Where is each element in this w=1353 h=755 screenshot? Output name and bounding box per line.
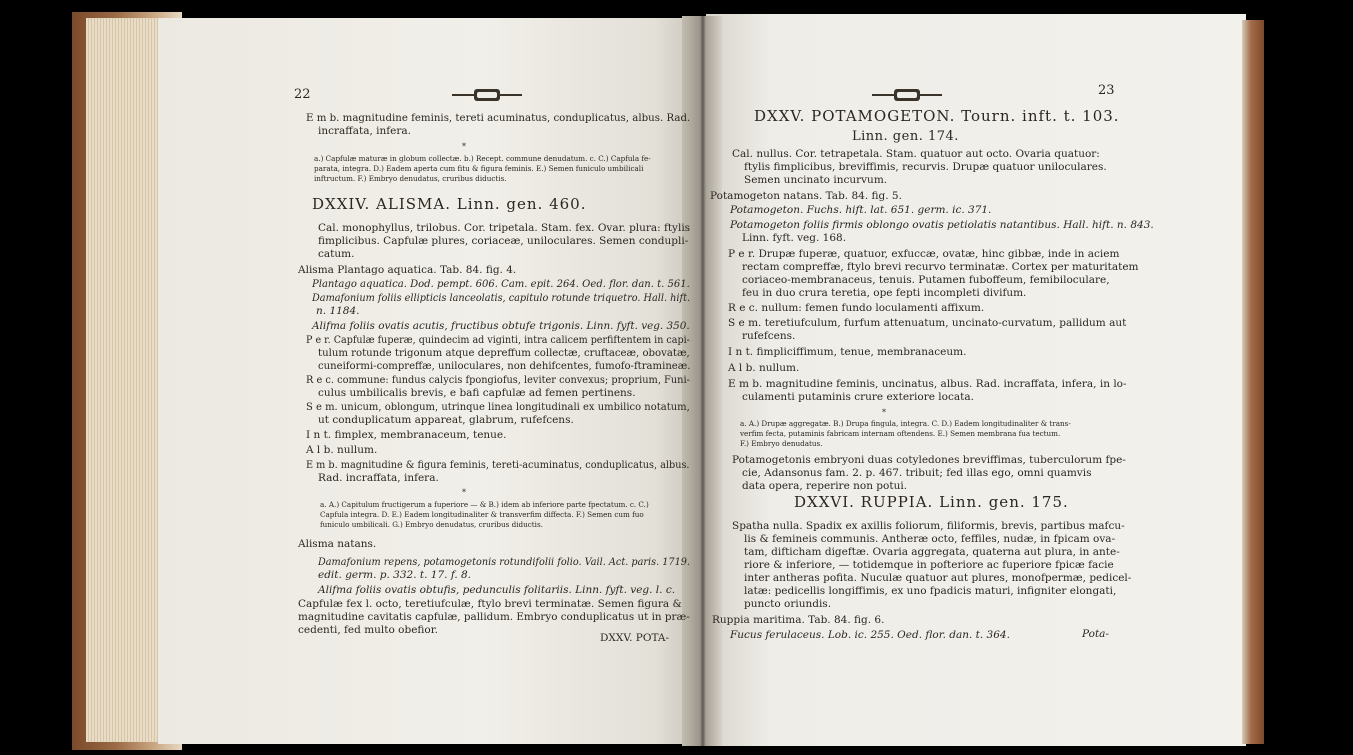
species-line: Ruppia maritima. Tab. 84. fig. 6. [712, 614, 885, 626]
text-line: Damafonium foliis ellipticis lanceolatis, capitulo rotunde triquetro. Hall. hift. [312, 292, 691, 304]
text-line: Cal. nullus. Cor. tetrapetala. Stam. quatuor aut octo. Ovaria quatuor: [732, 148, 1100, 160]
text-line: Damafonium repens, potamogetonis rotundifolii folio. Vail. Act. paris. 1719. [318, 556, 690, 568]
text-line: coriaceo-membranaceus, tenuis. Putamen fuboffeum, femibiloculare, [742, 274, 1110, 286]
section-heading: DXXV. POTAMOGETON. Tourn. inft. t. 103. [754, 107, 1120, 125]
text-line: I n t. fimpliciffimum, tenue, membranaceum. [728, 346, 967, 358]
caption-line: a.) Capfulæ maturæ in globum collectæ. b.) Recept. commune denudatum. c. C.) Capfula fe- [314, 154, 651, 163]
text-line: culus umbilicalis brevis, e bafi capfulæ ad femen pertinens. [318, 387, 636, 399]
text-line: E m b. magnitudine feminis, tereti acuminatus, conduplicatus, albus. Rad. [306, 112, 691, 124]
caption-line: verfim fecta, putaminis fabricam internam oftendens. E.) Semen membrana fua tectum. [740, 429, 1061, 438]
text-line: fimplicibus. Capfulæ plures, coriaceæ, uniloculares. Semen condupli- [318, 235, 689, 247]
asterisk: * [462, 488, 466, 497]
text-line: magnitudine cavitatis capfulæ, pallidum. Embryo conduplicatus ut in præ- [298, 611, 690, 623]
text-line: A l b. nullum. [728, 362, 800, 374]
text-line: R e c. nullum: femen fundo loculamenti affixum. [728, 302, 985, 314]
text-line: latæ: pedicellis longiffimis, ex uno fpadicis maturi, infigniter elongati, [744, 585, 1117, 597]
text-line: Potamogetonis embryoni duas cotyledones breviffimas, tuberculorum fpe- [732, 454, 1126, 466]
text-line: tam, difticham digeftæ. Ovaria aggregata, quaterna aut plura, in ante- [744, 546, 1120, 558]
text-line: data opera, reperire non potui. [742, 480, 908, 492]
text-line: E m b. magnitudine & figura feminis, tereti-acuminatus, conduplicatus, albus. [306, 459, 690, 471]
text-line: catum. [318, 248, 355, 260]
text-line: puncto oriundis. [744, 598, 832, 610]
caption-line: inftructum. F.) Embryo denudatus, cruribus diductis. [314, 174, 507, 183]
text-line: cuneiformi-compreffæ, uniloculares, non dehifcentes, fumofo-ftramineæ. [318, 360, 691, 372]
page-edges [86, 18, 164, 742]
text-line: A l b. nullum. [306, 444, 378, 456]
text-line: I n t. fimplex, membranaceum, tenue. [306, 429, 507, 441]
text-line: incraffata, infera. [318, 125, 411, 137]
text-line: E m b. magnitudine feminis, uncinatus, albus. Rad. incraffata, infera, in lo- [728, 378, 1127, 390]
text-line: Semen uncinato incurvum. [744, 174, 888, 186]
text-line: inter antheras pofita. Nuculæ quatuor aut plures, monofpermæ, pedicel- [744, 572, 1132, 584]
text-line: Fucus ferulaceus. Lob. ic. 255. Oed. flor. dan. t. 364. [730, 629, 1010, 641]
text-line: S e m. teretiufculum, furfum attenuatum, uncinato-curvatum, pallidum aut [728, 317, 1127, 329]
text-line: cedenti, fed multo obefior. [298, 624, 438, 636]
text-line: S e m. unicum, oblongum, utrinque linea longitudinali ex umbilico notatum, [306, 401, 690, 413]
text-line: lis & femineis communis. Antheræ octo, feffiles, nudæ, in fpicam ova- [744, 533, 1116, 545]
text-line: edit. germ. p. 332. t. 17. f. 8. [318, 569, 472, 581]
caption-line: funiculo umbilicali. G.) Embryo denudatus, cruribus diductis. [320, 520, 543, 529]
text-line: P e r. Drupæ fuperæ, quatuor, exfuccæ, ovatæ, hinc gibbæ, inde in aciem [728, 248, 1120, 260]
caption-line: a. A.) Drupæ aggregatæ. B.) Drupa fingula, integra. C. D.) Eadem longitudinaliter & trans- [740, 419, 1071, 428]
caption-line: Capfula integra. D. E.) Eadem longitudinaliter & transverfim diffecta. F.) Semen cum fuo [320, 510, 644, 519]
text-line: rectam compreffæ, ftylo brevi recurvo terminatæ. Cortex per maturitatem [742, 261, 1139, 273]
caption-line: F.) Embryo denudatus. [740, 439, 823, 448]
text-line: culamenti putaminis crure exteriore locata. [742, 391, 974, 403]
text-line: feu in duo crura teretia, ope fepti incompleti divifum. [742, 287, 1027, 299]
section-heading: DXXVI. RUPPIA. Linn. gen. 175. [794, 493, 1069, 511]
text-line: Linn. fyft. veg. 168. [742, 232, 847, 244]
text-line: cie, Adansonus fam. 2. p. 467. tribuit; fed illas ego, omni quamvis [742, 467, 1092, 479]
text-line: Capfulæ fex l. octo, teretiufculæ, ftylo brevi terminatæ. Semen figura & [298, 598, 682, 610]
caption-line: parata, integra. D.) Eadem aperta cum fitu & figura feminis. E.) Semen funiculo umbilicali [314, 164, 644, 173]
book-cover-right [1242, 20, 1264, 744]
text-line: rufefcens. [742, 330, 796, 342]
section-subheading: Linn. gen. 174. [852, 129, 959, 144]
text-line: Plantago aquatica. Dod. pempt. 606. Cam. epit. 264. Oed. flor. dan. t. 561. [312, 278, 690, 290]
page-number: 22 [294, 87, 311, 102]
species-line: Potamogeton natans. Tab. 84. fig. 5. [710, 190, 902, 202]
text-line: riore & inferiore, — totidemque in pofteriore ac fuperiore fpicæ facie [744, 559, 1114, 571]
text-line: ut conduplicatum appareat, glabrum, rufefcens. [318, 414, 574, 426]
text-line: Alifma foliis ovatis obtufis, pedunculis folitariis. Linn. fyft. veg. l. c. [318, 584, 676, 596]
text-line: Rad. incraffata, infera. [318, 472, 439, 484]
text-line: Spatha nulla. Spadix ex axillis foliorum, filiformis, brevis, partibus mafcu- [732, 520, 1125, 532]
ornament-icon [452, 88, 522, 102]
caption-line: a. A.) Capitulum fructigerum a fuperiore — & B.) idem ab inferiore parte fpectatum. c. C.) [320, 500, 649, 509]
species-line: Alisma natans. [298, 538, 377, 550]
text-line: Potamogeton foliis firmis oblongo ovatis petiolatis natantibus. Hall. hift. n. 843. [730, 219, 1154, 231]
text-line: n. 1184. [316, 305, 360, 317]
catchword: Pota- [1082, 628, 1109, 640]
text-line: Potamogeton. Fuchs. hift. lat. 651. germ. ic. 371. [730, 204, 992, 216]
ornament-icon [872, 88, 942, 102]
text-line: ftylis fimplicibus, breviffimis, recurvis. Drupæ quatuor uniloculares. [744, 161, 1107, 173]
asterisk: * [462, 142, 466, 151]
text-line: tulum rotunde trigonum atque depreffum collectæ, cruftaceæ, obovatæ, [318, 347, 690, 359]
text-line: R e c. commune: fundus calycis fpongiofus, leviter convexus; proprium, Funi- [306, 374, 690, 386]
text-line: Alifma foliis ovatis acutis, fructibus obtufe trigonis. Linn. fyft. veg. 350. [312, 320, 690, 332]
asterisk: * [882, 408, 886, 417]
section-heading: DXXIV. ALISMA. Linn. gen. 460. [312, 195, 587, 213]
page-number: 23 [1098, 83, 1115, 98]
text-line: Cal. monophyllus, trilobus. Cor. tripetala. Stam. fex. Ovar. plura: ftylis [318, 222, 691, 234]
species-line: Alisma Plantago aquatica. Tab. 84. fig. 4. [298, 264, 517, 276]
text-line: P e r. Capfulæ fuperæ, quindecim ad viginti, intra calicem perfiftentem in capi- [306, 334, 690, 346]
catchword: DXXV. POTA- [600, 632, 670, 644]
